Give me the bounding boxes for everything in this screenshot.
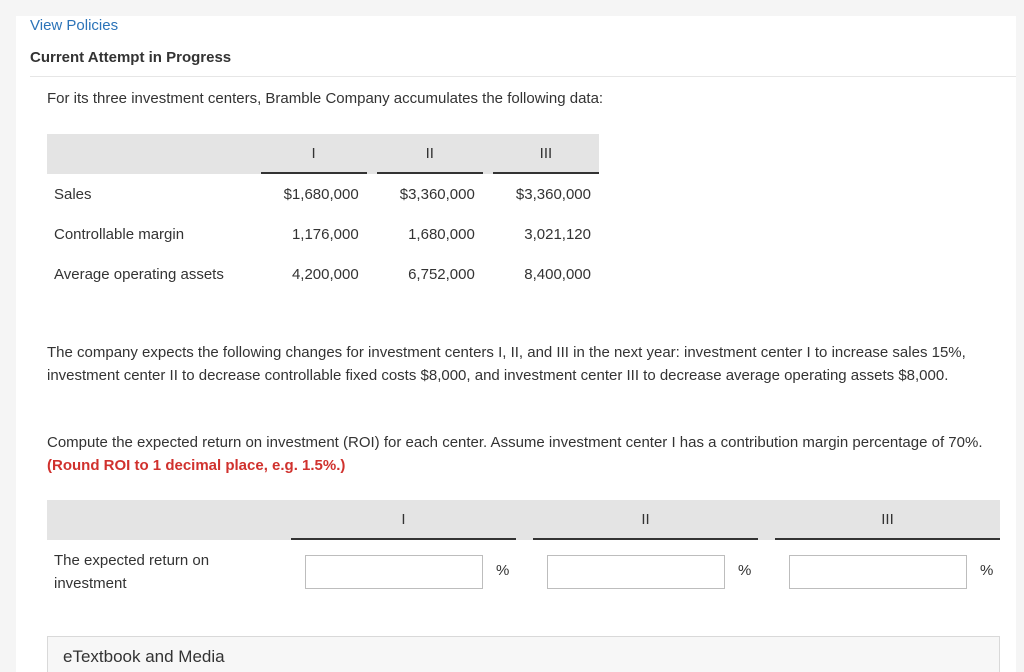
row-label-controllable-margin: Controllable margin bbox=[54, 225, 185, 243]
instructions-text: Compute the expected return on investment (ROI) for each center. Assume investment center I has a contribution margin percentage of 70%. bbox=[47, 434, 983, 451]
cell-value: 3,021,120 bbox=[524, 225, 591, 243]
column-header-i: I bbox=[251, 134, 367, 174]
cell-value: 1,176,000 bbox=[291, 225, 359, 243]
expected-changes-paragraph: The company expects the following changes for investment centers I, II, and III in the next year: investment center I to increase sales 15%, investment center II to decrease controllable fixed costs $8,000, and investment center III to decrease average operating assets $8,000. bbox=[47, 344, 966, 384]
cell-value: 4,200,000 bbox=[291, 265, 359, 283]
answer-column-header-iii: III bbox=[775, 500, 1000, 540]
cell-value: 6,752,000 bbox=[408, 265, 475, 283]
view-policies-link[interactable]: View Policies bbox=[30, 17, 119, 34]
roi-input-iii[interactable] bbox=[789, 555, 967, 589]
data-table bbox=[47, 134, 599, 294]
table-row bbox=[47, 174, 599, 214]
divider bbox=[30, 76, 1016, 77]
answer-row-label: The expected return on investment bbox=[54, 552, 210, 592]
row-label-sales: Sales bbox=[54, 185, 92, 203]
cell-value: 8,400,000 bbox=[524, 265, 591, 283]
roi-input-i[interactable] bbox=[305, 555, 483, 589]
intro-text: For its three investment centers, Bramble Company accumulates the following data: bbox=[47, 90, 604, 107]
percent-sign: % bbox=[496, 562, 510, 579]
answer-column-header-ii: II bbox=[533, 500, 758, 540]
percent-sign: % bbox=[980, 562, 994, 579]
etextbook-media-section[interactable] bbox=[47, 636, 1000, 672]
answer-column-header-i: I bbox=[291, 500, 516, 540]
column-header-ii: II bbox=[367, 134, 483, 174]
cell-value: 1,680,000 bbox=[408, 225, 475, 243]
cell-value: $3,360,000 bbox=[399, 185, 475, 203]
roi-input-ii[interactable] bbox=[547, 555, 725, 589]
etextbook-label: eTextbook and Media bbox=[63, 647, 225, 666]
cell-value: $1,680,000 bbox=[283, 185, 359, 203]
table-header-blank bbox=[47, 134, 251, 174]
table-row bbox=[47, 254, 599, 294]
attempt-title: Current Attempt in Progress bbox=[30, 49, 232, 66]
row-label-average-operating-assets: Average operating assets bbox=[54, 265, 224, 283]
percent-sign: % bbox=[738, 562, 752, 579]
table-row bbox=[47, 214, 599, 254]
cell-value: $3,360,000 bbox=[515, 185, 591, 203]
instructions-paragraph bbox=[47, 431, 1002, 477]
rounding-instruction: (Round ROI to 1 decimal place, e.g. 1.5%.) bbox=[47, 457, 346, 474]
column-header-iii: III bbox=[483, 134, 599, 174]
